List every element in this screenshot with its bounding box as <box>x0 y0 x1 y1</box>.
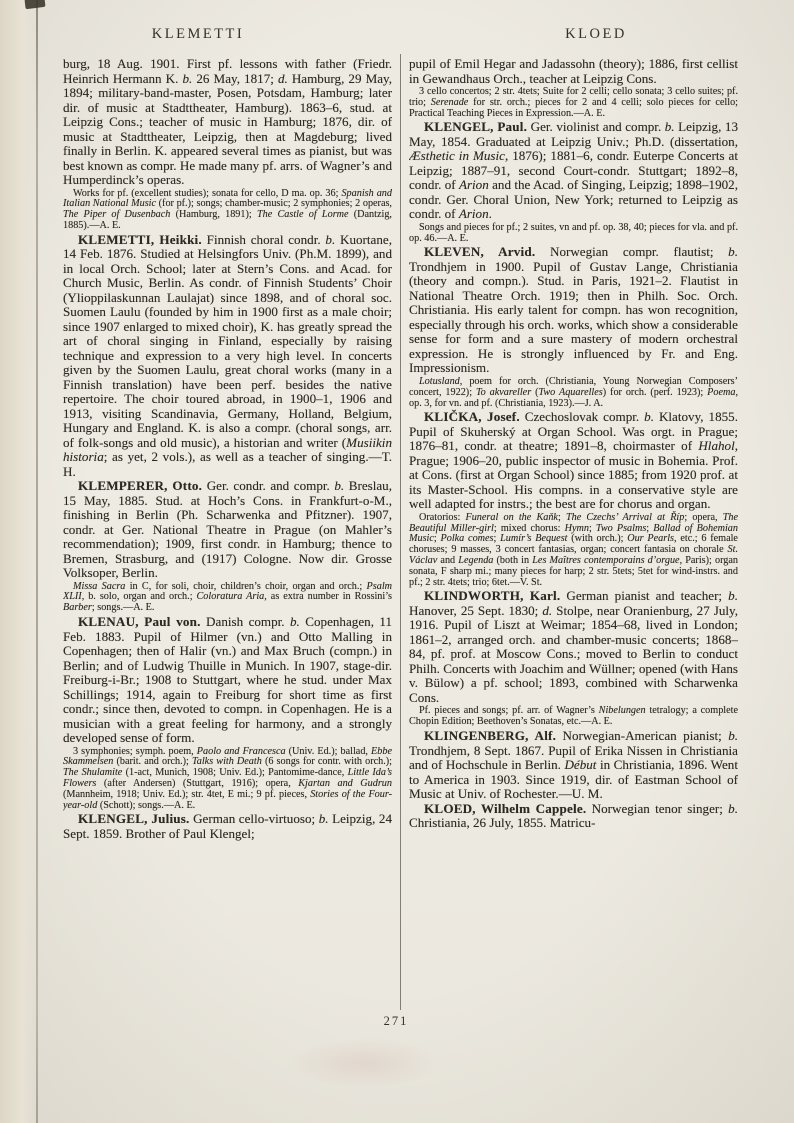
text-run: b. <box>728 588 738 604</box>
text-run: , b. solo, organ and orch.; <box>81 591 197 603</box>
text-run: 26 May, 1817; <box>192 70 278 86</box>
text-run: Trondhjem, 8 Sept. 1867. Pupil of Erika Nissen in Christiania and of Hochschule in Berlin. <box>409 742 738 773</box>
text-run: Kuortane, 14 Feb. 1876. Studied at Helsingfors Univ. (Ph.M. 1899), and in local Orch. School; later at Stern’s Cons. and Acad. for Church Music, Berlin. As condr. of Finnish Students’ Choir (Ylioppilaskunnan Laulajat) since 1898, and of choral soc. Suomen Laulu (founded by him in 1900 first as a male choir; since 1907 enlarged to mixed choir), K. has greatly spread the art of choral singing in Finland, especially by raising technique and expression to a very high level. In concerts given by the Suomen Laulu, great choral works (many in a Finnish translation) have been perf. besides the native repertoire. The choir toured abroad, in 1900–1, 1906 and 1913, visiting Scandinavia, Germany, Holland, Belgium, Hungary and England. K. is also a compr. (choral songs, arr. of folk-songs and old music), a historian and writer ( <box>63 231 392 450</box>
text-run: ) for orch. (perf. 1923); <box>602 386 708 398</box>
works-list-paragraph <box>63 747 392 812</box>
text-run: tetralogy; a complete Chopin Edition; Beethoven’s Sonatas, etc.—A. E. <box>409 705 738 728</box>
entry-headword: KLENGEL, Paul. <box>424 119 528 135</box>
text-run: 3 cello concertos; 2 str. 4tets; Suite for 2 celli; cello sonata; 3 cello suites; pf. trio; <box>409 86 738 108</box>
text-run: ; <box>433 533 441 545</box>
text-run: Funeral on the Kaňk <box>465 511 558 523</box>
text-run: Our Pearls <box>627 533 675 545</box>
text-run: Stolpe, near Oranienburg, 27 July, 1916. Pupil of Liszt at Weimar; 1854–68, lived in London; 1861–2, arranged orch. and chamber-music concerts; 1868–84, pf. prof. at Moscow Cons.; moved to Berlin to conduct Philh. Concerts with Joachim and Wüllner; opened (with Hans v. Bülow) a pf. school; 1893, combined with Scharwenka Cons. <box>409 602 738 705</box>
text-run: The Czechs’ Arrival at Říp <box>565 511 685 523</box>
text-run: b. <box>182 70 193 86</box>
text-run: Finnish choral condr. <box>201 231 326 247</box>
entry-headword: KLINGENBERG, Alf. <box>424 728 557 744</box>
entry-headword: KLOED, Wilhelm Cappele. <box>424 800 587 816</box>
text-run: ; mixed chorus: <box>493 522 565 534</box>
text-run: Spanish and Italian National Music <box>63 187 392 210</box>
text-run: Czechoslovak compr. <box>519 409 645 425</box>
text-run: ; as yet, 2 vols.), as well as a teacher of singing.—T. H. <box>63 449 392 479</box>
text-run: Kjartan and Gudrun <box>298 777 392 789</box>
text-run: (6 songs for contr. with orch.); <box>261 756 392 768</box>
text-run: Oratorios: <box>419 511 466 523</box>
text-run: in C, for soli, choir, children’s choir, organ and orch.; <box>125 580 367 592</box>
text-run: Stories of the Four-year-old <box>63 788 392 811</box>
text-run: Arion <box>458 177 489 193</box>
text-run: Leipzig, 13 May, 1854. Graduated at Leipzig Univ.; Ph.D. (dissertation, <box>409 119 738 149</box>
text-run: Danish compr. <box>200 614 290 630</box>
text-run: (after Andersen) (Stuttgart, 1916); opera, <box>96 777 299 789</box>
text-run: Ger. condr. and compr. <box>202 478 335 494</box>
dictionary-entry-paragraph <box>409 120 738 222</box>
text-run: Ebbe Skammelsen <box>63 745 392 768</box>
text-run: Hlahol <box>698 438 735 454</box>
text-run: . <box>488 206 492 222</box>
text-run: Paolo and Francesca <box>196 745 286 757</box>
works-list-paragraph <box>409 87 738 119</box>
text-run: , Paris); organ sonata, F sharp mi.; many pieces for harp; 2 str. 5tets; 5tet for wind-instrs. and pf.; 2 str. 4tets; trio; 6tet.—V. St. <box>409 555 738 588</box>
text-run: Polka comes <box>440 533 494 545</box>
text-run: b. <box>728 244 738 260</box>
text-run: ; <box>557 511 566 523</box>
text-run: Copenhagen, 11 Feb. 1883. Pupil of Hilmer (vn.) and Otto Malling in Copenhagen; then of Halir (vn.) and Max Bruch (compn.) in Berlin; and of Ludwig Thuille in Munich. In 1907, stage-dir. Freiburg-i-Br.; 1908 to Stuttgart, where he stud. under Max Schillings; 1914, again to Freiburg for short time as first condr.; since then, devoted to compn. in Copenhagen. He is a musician with a great feeling for harmony, and a strongly developed sense of form. <box>63 614 392 746</box>
text-run: To akvareller <box>475 386 532 398</box>
text-run: Coloratura Aria <box>196 591 265 603</box>
text-run: (Schott); songs.—A. E. <box>97 799 196 811</box>
text-run: pupil of Emil Hegar and Jadassohn (theory); 1886, first cellist in Gewandhaus Orch., teacher at Leipzig Cons. <box>409 57 738 86</box>
continuation-paragraph <box>409 57 738 86</box>
text-run: b. <box>318 811 329 827</box>
text-run: , poem for orch. (Christiania, Young Norwegian Composers’ concert, 1922); <box>409 375 738 398</box>
text-run: (Mannheim, 1918; Univ. Ed.); str. 4tet, E mi.; 9 pf. pieces, <box>63 788 311 800</box>
text-run: 3 symphonies; symph. poem, <box>73 745 197 757</box>
text-run: (Univ. Ed.); ballad, <box>285 745 372 757</box>
text-run: (Hamburg, 1891); <box>170 209 257 221</box>
text-run: for str. orch.; pieces for 2 and 4 celli; solo pieces for cello; Practical Teaching Pieces in Expression.—A. E. <box>409 96 738 119</box>
text-run: The Shulamite <box>63 767 123 779</box>
text-run: Hymn <box>564 522 589 534</box>
text-run: ; <box>588 522 596 534</box>
text-run: b. <box>334 478 345 494</box>
text-run: German cello-virtuoso; <box>189 811 319 827</box>
text-run: Songs and pieces for pf.; 2 suites, vn and pf. op. 38, 40; pieces for vla. and pf. op. 46.—A. E. <box>409 221 738 244</box>
text-run: Lumír’s Bequest <box>500 533 568 545</box>
entry-headword: KLEMETTI, Heikki. <box>78 231 202 247</box>
right-text-column <box>409 57 738 1011</box>
text-run: Norwegian compr. flautist; <box>535 244 729 260</box>
text-run: b. <box>664 119 675 135</box>
text-run: The Beautiful Miller-girl <box>409 511 738 534</box>
text-run: burg, 18 Aug. 1901. First pf. lessons with father (Friedr. Heinrich Hermann K. <box>63 57 392 86</box>
works-list-paragraph <box>409 377 738 409</box>
text-run: Lotusland <box>419 375 460 387</box>
text-run: Æsthetic in Music <box>409 148 505 164</box>
dictionary-entry-paragraph <box>63 615 392 746</box>
text-run: and <box>437 555 459 567</box>
text-run: Début <box>564 757 597 773</box>
entry-headword: KLENAU, Paul von. <box>78 614 201 630</box>
text-run: (barit. and orch.); <box>113 756 193 768</box>
running-head-left: KLEMETTI <box>151 26 245 42</box>
text-run: Hanover, 25 Sept. 1830; <box>409 602 543 618</box>
text-run: Musiikin historia <box>63 434 392 465</box>
entry-headword: KLINDWORTH, Karl. <box>424 588 561 604</box>
text-run: Two Psalms <box>595 522 647 534</box>
text-run: Serenade <box>430 96 469 108</box>
text-run: and the Acad. of Singing, Leipzig; 1898–1902, condr. Ger. Choral Union, New York; returned to Leipzig as condr. of <box>409 177 738 222</box>
text-run: Leipzig, 24 Sept. 1859. Brother of Paul Klengel; <box>63 811 392 841</box>
text-run: (Dantzig, 1885).—A. E. <box>63 209 392 231</box>
text-run: The Castle of Lorme <box>256 209 349 221</box>
dictionary-entry-paragraph <box>63 233 392 480</box>
binding-crease-line <box>36 0 38 1123</box>
text-run: b. <box>290 614 300 630</box>
text-run: b. <box>728 800 738 816</box>
text-run: The Piper of Dusenbach <box>63 209 171 221</box>
dictionary-entry-paragraph <box>409 410 738 512</box>
text-run: d. <box>542 602 553 618</box>
dictionary-entry-paragraph <box>409 729 738 802</box>
entry-headword: KLIČKA, Josef. <box>424 409 520 425</box>
page-number: 271 <box>383 1014 409 1028</box>
dictionary-entry-paragraph <box>63 812 392 841</box>
text-run: (1-act, Munich, 1908; Univ. Ed.); Pantomime-dance, <box>122 767 348 779</box>
dictionary-entry-paragraph <box>63 479 392 581</box>
entry-headword: KLEMPERER, Otto. <box>78 478 203 494</box>
dictionary-entry-paragraph <box>409 589 738 705</box>
text-run: Barber <box>63 602 92 614</box>
dictionary-entry-paragraph <box>409 802 738 831</box>
scan-artifact-mark <box>24 0 45 9</box>
text-run: , op. 3, for vn. and pf. (Christiania, 1923).—J. A. <box>409 386 738 409</box>
column-divider-rule <box>400 54 401 1010</box>
text-run: Les Maîtres contemporains d’orgue <box>532 555 680 567</box>
works-list-paragraph <box>409 223 738 245</box>
text-run: Legenda <box>458 555 494 567</box>
text-run: b. <box>644 409 654 425</box>
text-run: ; songs.—A. E. <box>91 602 155 614</box>
text-run: Breslau, 15 May, 1885. Stud. at Hoch’s Cons. in Frankfurt-o-M., finishing in Berlin (Ph. Scharwenka and Pfitzner). 1907, condr. at Ger. National Theatre in Prague (on Mahler’s recommendation); 1909, first condr. in Hamburg; thence to Bremen, Strasburg, and (1917) Cologne. Now dir. Grosse Volksoper, Berlin. <box>63 478 392 581</box>
dictionary-entry-paragraph <box>409 245 738 376</box>
works-list-paragraph <box>63 582 392 614</box>
left-text-column <box>63 57 392 1011</box>
scan-stain <box>290 1038 440 1088</box>
text-run: Christiania, 26 July, 1855. Matricu- <box>409 815 596 831</box>
text-run: (both in <box>493 555 533 567</box>
entry-headword: KLEVEN, Arvid. <box>424 244 536 260</box>
text-run: Ballad of Bohemian Music <box>409 522 738 545</box>
text-run: Talks with Death <box>192 756 262 768</box>
text-run: ; opera, <box>684 511 723 523</box>
works-list-paragraph <box>63 189 392 232</box>
text-run: , Prague; 1906–20, public inspector of music in Bohemia. Prof. at Cons. (first at Organ School) since 1885; from 1920 prof. at its Master-School. His compns. in a conservative style are well adapted for instrs.; the best are for chorus and organ. <box>409 438 738 512</box>
entry-headword: KLENGEL, Julius. <box>78 811 190 827</box>
text-run: b. <box>325 231 336 247</box>
text-run: Norwegian tenor singer; <box>586 800 729 816</box>
text-run: Psalm XLII <box>63 580 392 603</box>
text-run: Arion <box>458 206 489 222</box>
text-run: ; <box>493 533 501 545</box>
continuation-paragraph <box>63 57 392 188</box>
text-run: Trondhjem in 1900. Pupil of Gustav Lange, Christiania (theory and compn.). Stud. in Paris, 1921–2. Flautist in National Theatre Orch. 1919; then in Philh. Soc. Orch. Christiania. His early talent for compn. has won recognition, especially through his orch. works, which show a considerable sense for form and a sure mastery of modern orchestral expression. He is strongly influenced by Fr. and Eng. Impressionism. <box>409 258 738 376</box>
text-run: d. <box>277 70 288 86</box>
text-run: Klatovy, 1855. Pupil of Skuherský at Organ School. Was orgt. in Prague; 1876–81, condr. at theatre; 1891–8, choirmaster of <box>409 409 738 454</box>
text-run: , 1876); 1881–6, condr. Euterpe Concerts at Leipzig; 1887–91, second Court-condr. Stuttgart; 1892–8, condr. of <box>409 148 738 193</box>
text-run: Works for pf. (excellent studies); sonata for cello, D ma. op. 36; <box>73 187 342 199</box>
text-run: German pianist and teacher; <box>560 588 729 604</box>
text-run: Little Ida’s Flowers <box>63 767 392 789</box>
text-run: (with orch.); <box>567 533 628 545</box>
text-run: ( <box>531 386 539 398</box>
works-list-paragraph <box>409 706 738 728</box>
text-run: Norwegian-American pianist; <box>556 728 729 744</box>
page-edge-shadow <box>0 0 37 1123</box>
text-run: St. Václav <box>409 544 738 567</box>
text-run: Poema <box>707 386 736 398</box>
text-run: Nibelungen <box>598 705 646 717</box>
text-run: b. <box>728 728 738 744</box>
text-run: , as extra number in Rossini’s <box>264 591 392 603</box>
text-run: , etc.; 6 female choruses; 9 masses, 3 concert fantasias, organ; concert fantasia on chorale <box>409 533 738 556</box>
text-run: Missa Sacra <box>73 580 126 592</box>
text-run: Ger. violinist and compr. <box>527 119 665 135</box>
text-run: in Christiania, 1896. Went to America in 1903. Since 1919, dir. of Eastman School of Music at Univ. of Rochester.—U. M. <box>409 757 738 802</box>
works-list-paragraph <box>409 513 738 589</box>
text-run: Two Aquarelles <box>538 386 603 398</box>
running-head-right: KLOED <box>565 26 627 42</box>
text-run: (for pf.); songs; chamber-music; 2 symphonies; 2 operas, <box>156 198 392 210</box>
text-run: ; <box>646 522 654 534</box>
text-run: Pf. pieces and songs; pf. arr. of Wagner’s <box>419 705 599 717</box>
text-run: Hamburg, 29 May, 1894; military-band-master, Posen, Potsdam, Hamburg; later dir. of music at Stadttheater, Hamburg). 1863–6, stud. at Leipzig Cons.; teacher of music in Hamburg; 1876, dir. of music at Stadttheater, Leipzig, then at Magdeburg; lived finally in Berlin. K. appeared several times as pianist, but was best known as compr. He made many pf. arrs. of Wagner’s and Humperdinck’s operas. <box>63 70 392 187</box>
